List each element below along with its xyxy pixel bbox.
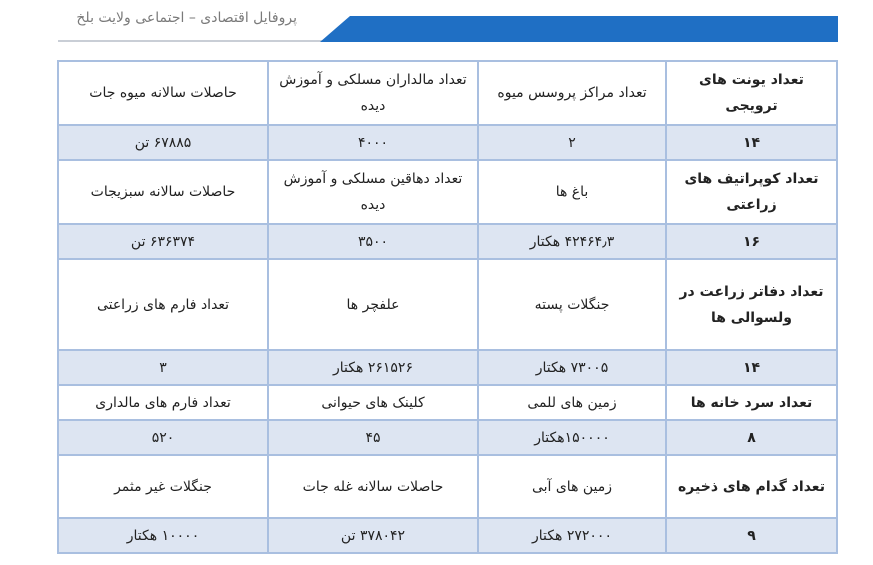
table-cell: جنگلات پسته [478, 259, 666, 350]
page-header [0, 0, 873, 48]
table-cell: ۴۲۴۶۴٫۳ هکتار [478, 224, 666, 259]
table-cell: ۱۴ [666, 350, 837, 385]
table-cell: ۶۷۸۸۵ تن [58, 125, 268, 160]
table-cell: ۳ [58, 350, 268, 385]
table-row [58, 455, 837, 518]
table-cell: ۴۰۰۰ [268, 125, 478, 160]
table-cell: تعداد مراکز پروسس میوه [478, 61, 666, 125]
table-cell: ۶۳۶۳۷۴ تن [58, 224, 268, 259]
table-cell: حاصلات سالانه میوه جات [58, 61, 268, 125]
table-cell: زمین های آبی [478, 455, 666, 518]
table-cell: ۱۰۰۰۰ هکتار [58, 518, 268, 553]
table-cell: ۸ [666, 420, 837, 455]
header-banner [320, 16, 838, 42]
table-cell: ۳۷۸۰۴۲ تن [268, 518, 478, 553]
table-cell: ۴۵ [268, 420, 478, 455]
table-cell: تعداد فارم های زراعتی [58, 259, 268, 350]
table-cell: ۱۴ [666, 125, 837, 160]
table-cell: ۲ [478, 125, 666, 160]
table-cell: باغ ها [478, 160, 666, 224]
table-cell: حاصلات سالانه سبزیجات [58, 160, 268, 224]
table-cell: تعداد کوپراتیف های زراعتی [666, 160, 837, 224]
table-row [58, 385, 837, 420]
page-title: پروفایل اقتصادی – اجتماعی ولایت بلخ [76, 10, 297, 26]
table-cell: ۹ [666, 518, 837, 553]
table-cell: ۲۶۱۵۲۶ هکتار [268, 350, 478, 385]
table-row [58, 259, 837, 350]
table-cell: تعداد دفاتر زراعت در ولسوالی ها [666, 259, 837, 350]
table-cell: تعداد گدام های ذخیره [666, 455, 837, 518]
table-row [58, 125, 837, 160]
statistics-table [57, 60, 838, 554]
table-cell: ۱۶ [666, 224, 837, 259]
table-row [58, 350, 837, 385]
table-cell: جنگلات غیر مثمر [58, 455, 268, 518]
table-cell: تعداد سرد خانه ها [666, 385, 837, 420]
table-cell: تعداد یونت های ترویجی [666, 61, 837, 125]
table-cell: کلینک های حیوانی [268, 385, 478, 420]
table-row [58, 420, 837, 455]
table-cell: علفچر ها [268, 259, 478, 350]
table-row [58, 518, 837, 553]
table-cell: تعداد دهاقین مسلکی و آموزش دیده [268, 160, 478, 224]
table-cell: تعداد فارم های مالداری [58, 385, 268, 420]
table-cell: ۱۵۰۰۰۰هکتار [478, 420, 666, 455]
table-row [58, 61, 837, 125]
table-cell: حاصلات سالانه غله جات [268, 455, 478, 518]
table-row [58, 224, 837, 259]
table-row [58, 160, 837, 224]
table-cell: ۷۳۰۰۵ هکتار [478, 350, 666, 385]
table-cell: ۲۷۲۰۰۰ هکتار [478, 518, 666, 553]
table-cell: ۳۵۰۰ [268, 224, 478, 259]
table-cell: تعداد مالداران مسلکی و آموزش دیده [268, 61, 478, 125]
header-rule [58, 40, 348, 42]
table-cell: ۵۲۰ [58, 420, 268, 455]
table-cell: زمین های للمی [478, 385, 666, 420]
